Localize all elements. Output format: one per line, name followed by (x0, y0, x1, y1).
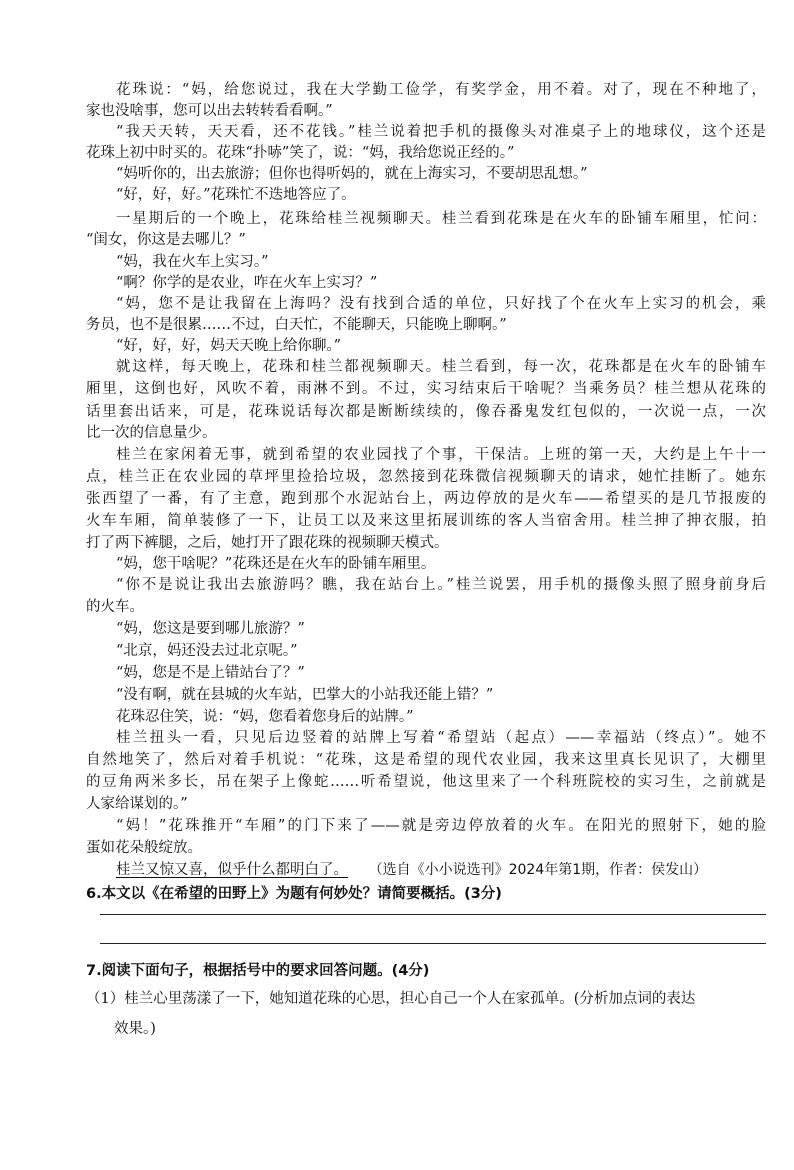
passage-line: “闺女，你这是去哪儿？” (86, 232, 246, 248)
passage-line: 自然地笑了，然后对着手机说：“花珠，这是希望的现代农业园，我来这里真长见识了，大棚里 (86, 752, 766, 768)
passage-line: “妈，我在火车上实习。” (116, 254, 269, 270)
passage-line: “你不是说让我出去旅游吗？瞧，我在站台上。”桂兰说罢，用手机的摄像头照了照身前身后 (116, 577, 766, 593)
passage-line: 桂兰扭头一看，只见后边竖着的站牌上写着“希望站（起点）——幸福站（终点）”。她不 (116, 730, 766, 746)
answer-line[interactable] (100, 943, 766, 944)
passage-line: 的豆角两米多长，吊在架子上像蛇……听希望说，他这里来了一个科班院校的实习生，之前就是 (86, 774, 766, 790)
passage-line: 就这样，每天晚上，花珠和桂兰都视频聊天。桂兰看到，每一次，花珠都是在火车的卧铺车 (116, 359, 766, 375)
passage-line: 厢里，这倒也好，风吹不着，雨淋不到。不过，实习结束后干啥呢？当乘务员？桂兰想从花珠的 (86, 381, 766, 397)
answer-line[interactable] (100, 914, 766, 915)
passage-line: “妈，您干啥呢？”花珠还是在火车的卧铺车厢里。 (116, 556, 436, 572)
passage-line: “妈，您不是让我留在上海吗？没有找到合适的单位，只好找了个在火车上实习的机会，乘 (116, 296, 766, 312)
passage-line: “没有啊，就在县城的火车站，巴掌大的小站我还能上错？” (116, 687, 494, 703)
passage-line: 人家给谋划的。” (86, 796, 188, 812)
passage-line: “妈，您是不是上错站台了？” (116, 665, 305, 681)
passage-line: “好，好，好，妈天天晚上给你聊。” (116, 338, 342, 354)
passage-line: 火车车厢，简单装修了一下，让员工以及来这里拓展训练的客人当宿舍用。桂兰抻了抻衣服，拍 (86, 513, 766, 529)
passage-line: 一星期后的一个晚上，花珠给桂兰视频聊天。桂兰看到花珠是在火车的卧铺车厢里，忙问： (116, 211, 766, 227)
passage-line: “妈听你的，出去旅游；但你也得听妈的，就在上海实习，不要胡思乱想。” (116, 166, 588, 182)
dotted-char: 荡 (182, 991, 197, 1007)
passage-line: “好，好，好。”花珠忙不迭地答应了。 (116, 187, 356, 203)
sub-question-number: （1） (86, 991, 125, 1007)
passage-line: 打了两下裤腿，之后，她打开了跟花珠的视频聊天模式。 (86, 535, 449, 551)
passage-line: 家也没啥事，您可以出去转转看看啊。” (86, 103, 333, 119)
passage-line: “北京，妈还没去过北京呢。” (116, 643, 298, 659)
passage-line: 桂兰在家闲着无事，就到希望的农业园找了个事，干保洁。上班的第一天，大约是上午十一 (116, 447, 766, 463)
question-7: 7.阅读下面句子，根据括号中的要求回答问题。(4分) (86, 963, 430, 979)
passage-line: 花珠忍住笑，说：“妈，您看着您身后的站牌。” (116, 709, 414, 725)
dotted-char: 漾 (196, 991, 212, 1007)
passage-line: 花珠说：“妈，给您说过，我在大学勤工俭学，有奖学金，用不着。对了，现在不种地了， (116, 82, 766, 98)
passage-line: 张西望了一番，有了主意，跑到那个水泥站台上，两边停放的是火车——希望买的是几节报废的 (86, 491, 766, 507)
passage-line: “啊？你学的是农业，咋在火车上实习？” (116, 275, 378, 291)
source-citation: （选自《小小说选刊》2024年第1期，作者：侯发山） (368, 862, 708, 878)
question-sentence-start: 桂兰心里 (124, 991, 183, 1007)
question-sentence-end: 了一下，她知道花珠的心思，担心自己一个人在家孤单。(分析加点词的表达 (211, 991, 696, 1007)
passage-line: “我天天转，天天看，还不花钱。”桂兰说着把手机的摄像头对准桌子上的地球仪，这个还是 (116, 124, 766, 140)
question-7-1-continued: 效果。) (114, 1021, 156, 1037)
passage-line: 话里套出话来，可是，花珠说话每次都是断断续续的，像吞番鬼发红包似的，一次说一点，一次 (86, 404, 766, 420)
question-7-1 (86, 988, 766, 1010)
passage-line: 蛋如花朵般绽放。 (86, 840, 202, 856)
passage-line: 花珠上初中时买的。花珠“扑哧”笑了，说：“妈，我给您说正经的。” (86, 145, 515, 161)
passage-line: 务员，也不是很累……不过，白天忙，不能聊天，只能晚上聊啊。” (86, 317, 507, 333)
underlined-sentence: 桂兰又惊又喜，似乎什么都明白了。 (116, 862, 348, 878)
passage-line: 的火车。 (86, 599, 144, 615)
passage-line: “妈，您这是要到哪儿旅游？” (116, 621, 305, 637)
passage-final-line (116, 860, 766, 880)
passage-line: 点，桂兰正在农业园的草坪里捡拾垃圾，忽然接到花珠微信视频聊天的请求，她忙挂断了。她东 (86, 469, 766, 485)
passage-line: 比一次的信息量少。 (86, 425, 217, 441)
passage-line: “妈！”花珠推开“车厢”的门下来了——就是旁边停放着的火车。在阳光的照射下，她的脸 (116, 818, 766, 834)
question-6: 6.本文以《在希望的田野上》为题有何妙处？请简要概括。(3分) (86, 886, 502, 902)
